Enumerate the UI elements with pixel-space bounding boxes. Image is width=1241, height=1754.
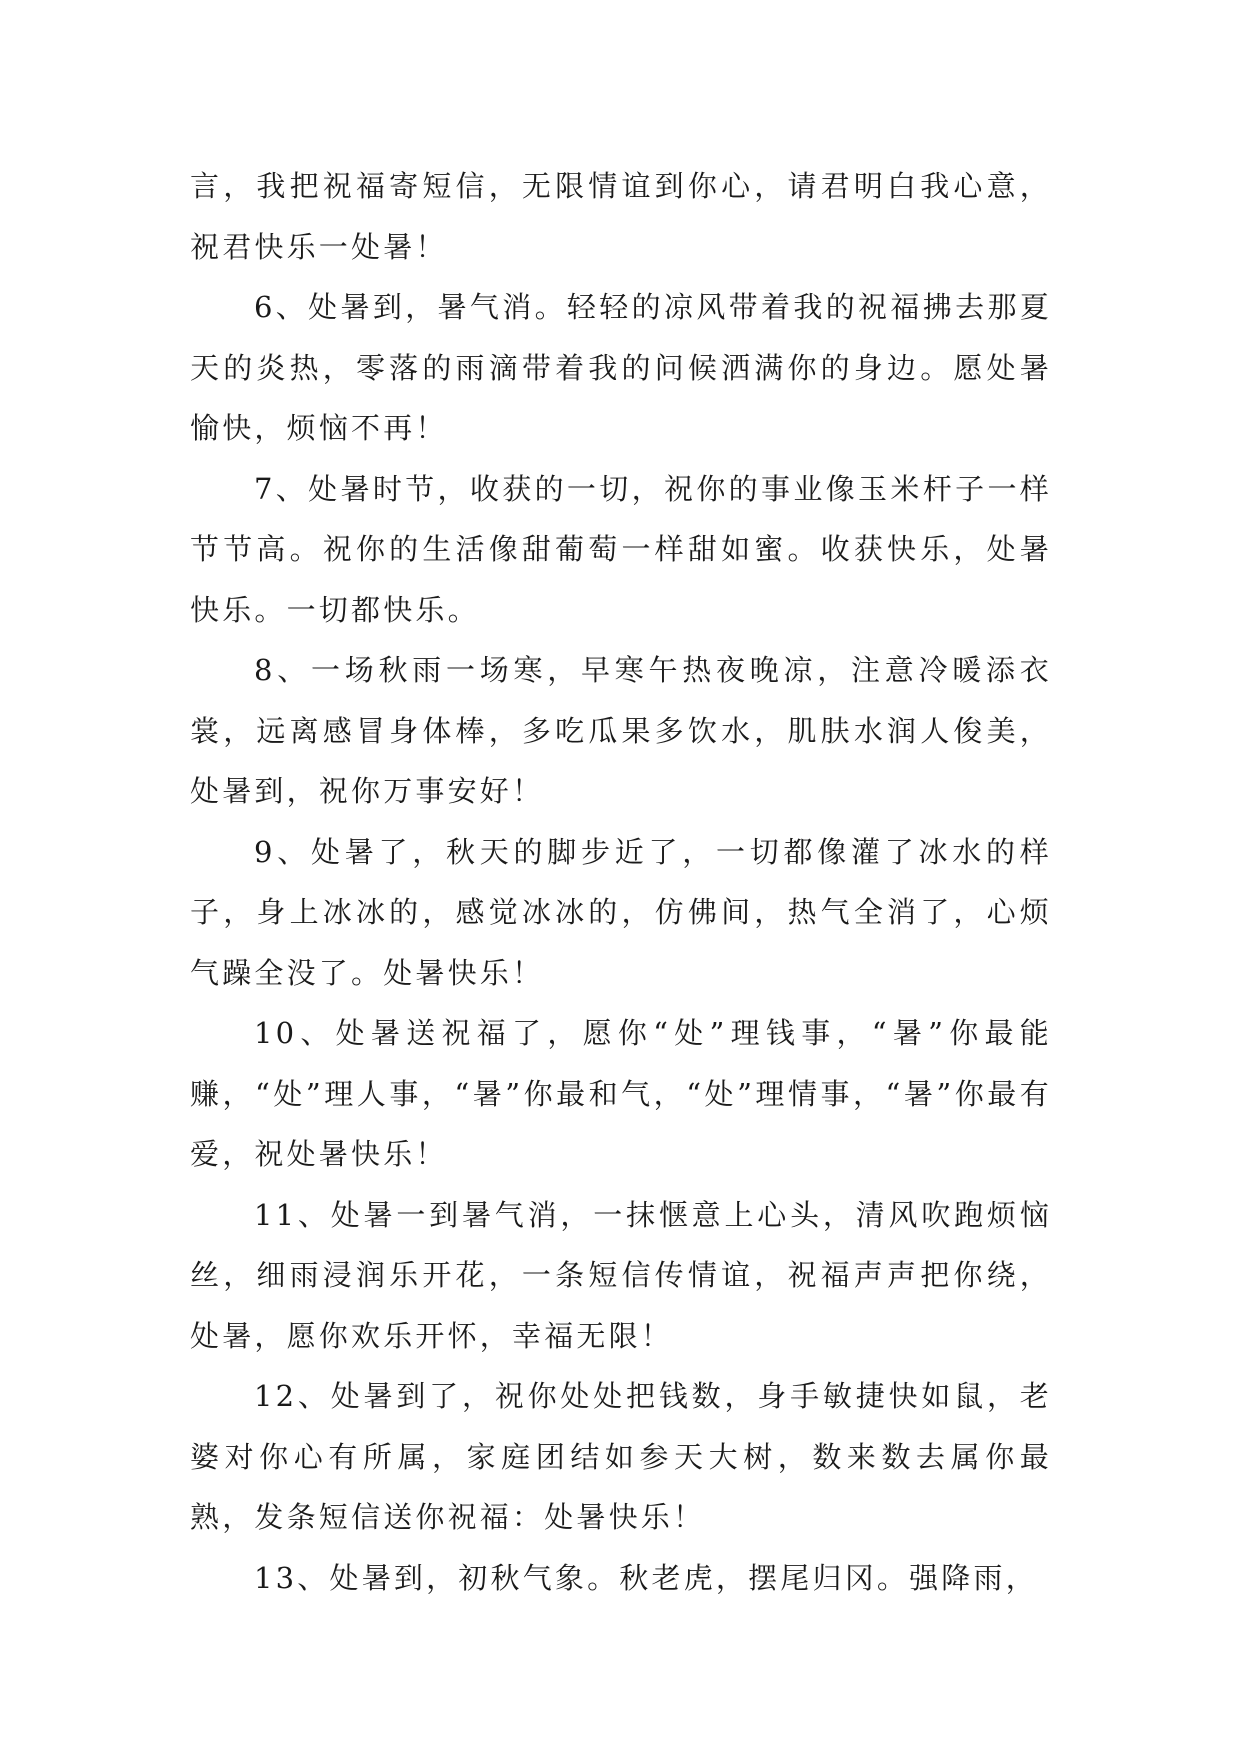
paragraph-7: 7、处暑时节，收获的一切，祝你的事业像玉米杆子一样节节高。祝你的生活像甜葡萄一样甜如蜜。收获快乐，处暑快乐。一切都快乐。	[190, 471, 1052, 627]
paragraph-9: 9、处暑了，秋天的脚步近了，一切都像灌了冰水的样子，身上冰冰的，感觉冰冰的，仿佛间，热气全消了，心烦气躁全没了。处暑快乐！	[190, 834, 1052, 990]
paragraph-continuation: 言，我把祝福寄短信，无限情谊到你心，请君明白我心意，祝君快乐一处暑！	[190, 169, 1052, 264]
paragraph-10: 10、处暑送祝福了，愿你“处”理钱事，“暑”你最能赚，“处”理人事，“暑”你最和气，“处”理情事，“暑”你最有爱，祝处暑快乐！	[190, 1016, 1052, 1171]
document-body	[190, 156, 1052, 1608]
paragraph-13: 13、处暑到，初秋气象。秋老虎，摆尾归冈。强降雨，	[254, 1560, 1038, 1595]
paragraph-11: 11、处暑一到暑气消，一抹惬意上心头，清风吹跑烦恼丝，细雨浸润乐开花，一条短信传情谊，祝福声声把你绕，处暑，愿你欢乐开怀，幸福无限！	[190, 1197, 1052, 1353]
paragraph-6: 6、处暑到，暑气消。轻轻的凉风带着我的祝福拂去那夏天的炎热，零落的雨滴带着我的问候洒满你的身边。愿处暑愉快，烦恼不再！	[190, 290, 1052, 445]
paragraph-12: 12、处暑到了，祝你处处把钱数，身手敏捷快如鼠，老婆对你心有所属，家庭团结如参天大树，数来数去属你最熟，发条短信送你祝福：处暑快乐！	[190, 1379, 1052, 1534]
paragraph-8: 8、一场秋雨一场寒，早寒午热夜晚凉，注意冷暖添衣裳，远离感冒身体棒，多吃瓜果多饮水，肌肤水润人俊美，处暑到，祝你万事安好！	[190, 653, 1052, 808]
